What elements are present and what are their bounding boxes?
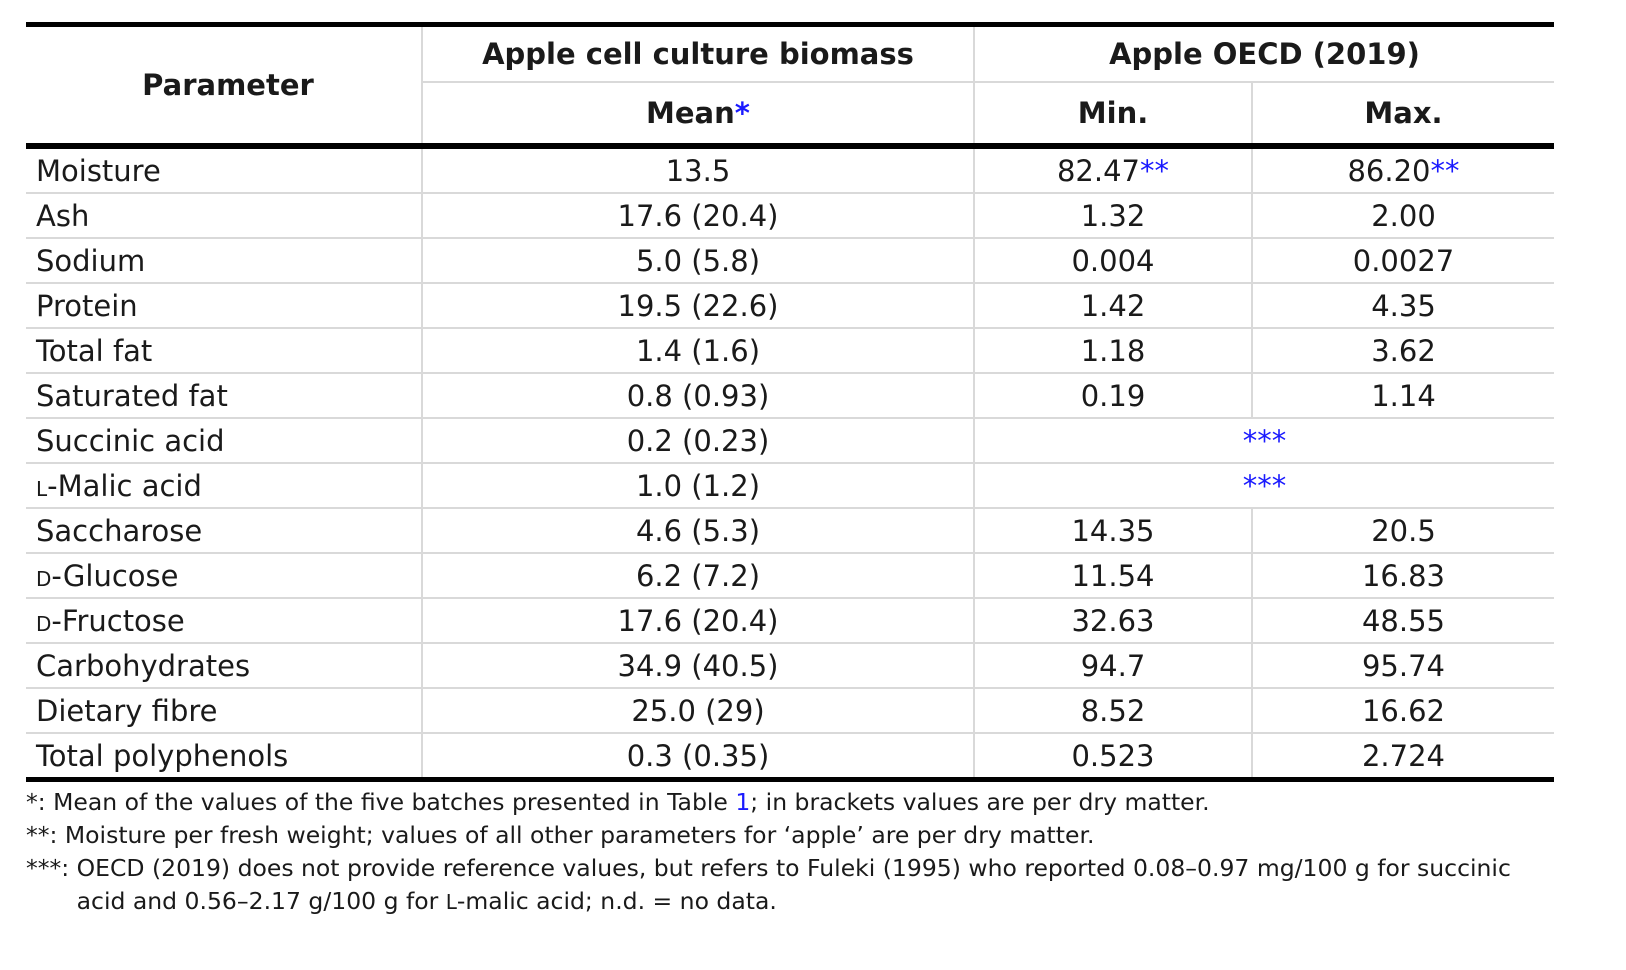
footnote-1-text-a: Mean of the values of the five batches presented in Table: [53, 788, 736, 816]
min-cell: 11.54: [974, 553, 1252, 598]
param-cell: Succinic acid: [26, 418, 422, 463]
mean-cell: 1.4 (1.6): [422, 328, 974, 373]
min-cell: [974, 146, 1252, 193]
footnote-3-text-a: OECD (2019) does not provide reference values, but refers to Fuleki (1995) who reported 0.08–0.97 mg/100 g for succinic acid and 0.56–2.17 g/100 g for: [76, 854, 1511, 915]
footnote-1: [26, 786, 1554, 819]
footnote-2: [26, 819, 1554, 852]
param-prefix: D: [36, 566, 52, 591]
max-cell: 48.55: [1252, 598, 1554, 643]
table-row: [26, 463, 1554, 508]
min-cell: 0.19: [974, 373, 1252, 418]
mean-cell: 13.5: [422, 146, 974, 193]
footnotes: [26, 786, 1554, 919]
max-cell: 0.0027: [1252, 238, 1554, 283]
max-cell: 16.83: [1252, 553, 1554, 598]
merged-footnote-mark[interactable]: ***: [974, 418, 1554, 463]
header-parameter: Parameter: [26, 25, 422, 147]
min-value: 82.47: [1056, 153, 1141, 188]
table-row: [26, 508, 1554, 553]
max-value: 86.20: [1347, 153, 1431, 188]
footnote-1-mark: *:: [26, 788, 54, 816]
table-row: [26, 418, 1554, 463]
max-cell: [1252, 146, 1554, 193]
mean-cell: 17.6 (20.4): [422, 598, 974, 643]
merged-footnote-mark[interactable]: ***: [974, 463, 1554, 508]
mean-cell: 0.2 (0.23): [422, 418, 974, 463]
param-cell: Sodium: [26, 238, 422, 283]
param-cell: Saturated fat: [26, 373, 422, 418]
mean-cell: 19.5 (22.6): [422, 283, 974, 328]
footnote-2-text: Moisture per fresh weight; values of all other parameters for ‘apple’ are per dry matter.: [64, 821, 1095, 849]
max-footnote-mark[interactable]: **: [1430, 153, 1460, 188]
min-cell: 1.42: [974, 283, 1252, 328]
header-cell-culture: Apple cell culture biomass: [422, 25, 974, 83]
min-cell: 1.18: [974, 328, 1252, 373]
mean-cell: 25.0 (29): [422, 688, 974, 733]
min-cell: 14.35: [974, 508, 1252, 553]
max-cell: 95.74: [1252, 643, 1554, 688]
min-cell: 94.7: [974, 643, 1252, 688]
footnote-3-text-b: -malic acid; n.d. = no data.: [456, 887, 777, 915]
nutrition-table: [26, 22, 1554, 782]
header-mean-label: Mean: [646, 96, 735, 130]
param-cell: [26, 553, 422, 598]
param-cell: Carbohydrates: [26, 643, 422, 688]
param-cell: Dietary fibre: [26, 688, 422, 733]
min-cell: 0.004: [974, 238, 1252, 283]
table-row: [26, 688, 1554, 733]
max-cell: 1.14: [1252, 373, 1554, 418]
min-cell: 8.52: [974, 688, 1252, 733]
mean-cell: 5.0 (5.8): [422, 238, 974, 283]
max-cell: 2.00: [1252, 193, 1554, 238]
mean-cell: 4.6 (5.3): [422, 508, 974, 553]
param-cell: Total polyphenols: [26, 733, 422, 780]
param-prefix: L: [36, 476, 48, 501]
footnote-1-text: [53, 786, 1554, 819]
table-row: [26, 238, 1554, 283]
mean-cell: 1.0 (1.2): [422, 463, 974, 508]
min-cell: 1.32: [974, 193, 1252, 238]
table-row: [26, 283, 1554, 328]
max-cell: 16.62: [1252, 688, 1554, 733]
mean-cell: 0.3 (0.35): [422, 733, 974, 780]
table-row: [26, 146, 1554, 193]
param-cell: [26, 598, 422, 643]
table-1-link[interactable]: 1: [735, 788, 751, 816]
footnote-3: [26, 852, 1554, 919]
mean-cell: 34.9 (40.5): [422, 643, 974, 688]
param-name: -Glucose: [51, 558, 179, 593]
max-cell: 2.724: [1252, 733, 1554, 780]
min-cell: 0.523: [974, 733, 1252, 780]
table-row: [26, 193, 1554, 238]
param-cell: Saccharose: [26, 508, 422, 553]
footnote-1-text-b: ; in brackets values are per dry matter.: [750, 788, 1210, 816]
footnote-3-mark: ***:: [26, 854, 77, 882]
param-name: -Fructose: [51, 603, 185, 638]
table-row: [26, 373, 1554, 418]
header-oecd: Apple OECD (2019): [974, 25, 1554, 83]
header-mean: [422, 82, 974, 146]
param-cell: Total fat: [26, 328, 422, 373]
header-min: Min.: [974, 82, 1252, 146]
param-prefix: D: [36, 611, 52, 636]
footnote-2-mark: **:: [26, 821, 65, 849]
header-row-1: [26, 25, 1554, 83]
header-max: Max.: [1252, 82, 1554, 146]
table-row: [26, 553, 1554, 598]
mean-cell: 0.8 (0.93): [422, 373, 974, 418]
table-row: [26, 328, 1554, 373]
table-row: [26, 643, 1554, 688]
min-cell: 32.63: [974, 598, 1252, 643]
param-cell: Moisture: [26, 146, 422, 193]
max-cell: 20.5: [1252, 508, 1554, 553]
table-row: [26, 733, 1554, 780]
footnote-3-text: [77, 852, 1554, 919]
table-row: [26, 598, 1554, 643]
header-mean-footnote-mark[interactable]: *: [734, 96, 750, 130]
param-cell: [26, 463, 422, 508]
min-footnote-mark[interactable]: **: [1140, 153, 1170, 188]
mean-cell: 6.2 (7.2): [422, 553, 974, 598]
max-cell: 4.35: [1252, 283, 1554, 328]
param-cell: Protein: [26, 283, 422, 328]
param-cell: Ash: [26, 193, 422, 238]
mean-cell: 17.6 (20.4): [422, 193, 974, 238]
max-cell: 3.62: [1252, 328, 1554, 373]
param-name: -Malic acid: [47, 468, 202, 503]
footnote-3-prefix: L: [445, 890, 457, 914]
